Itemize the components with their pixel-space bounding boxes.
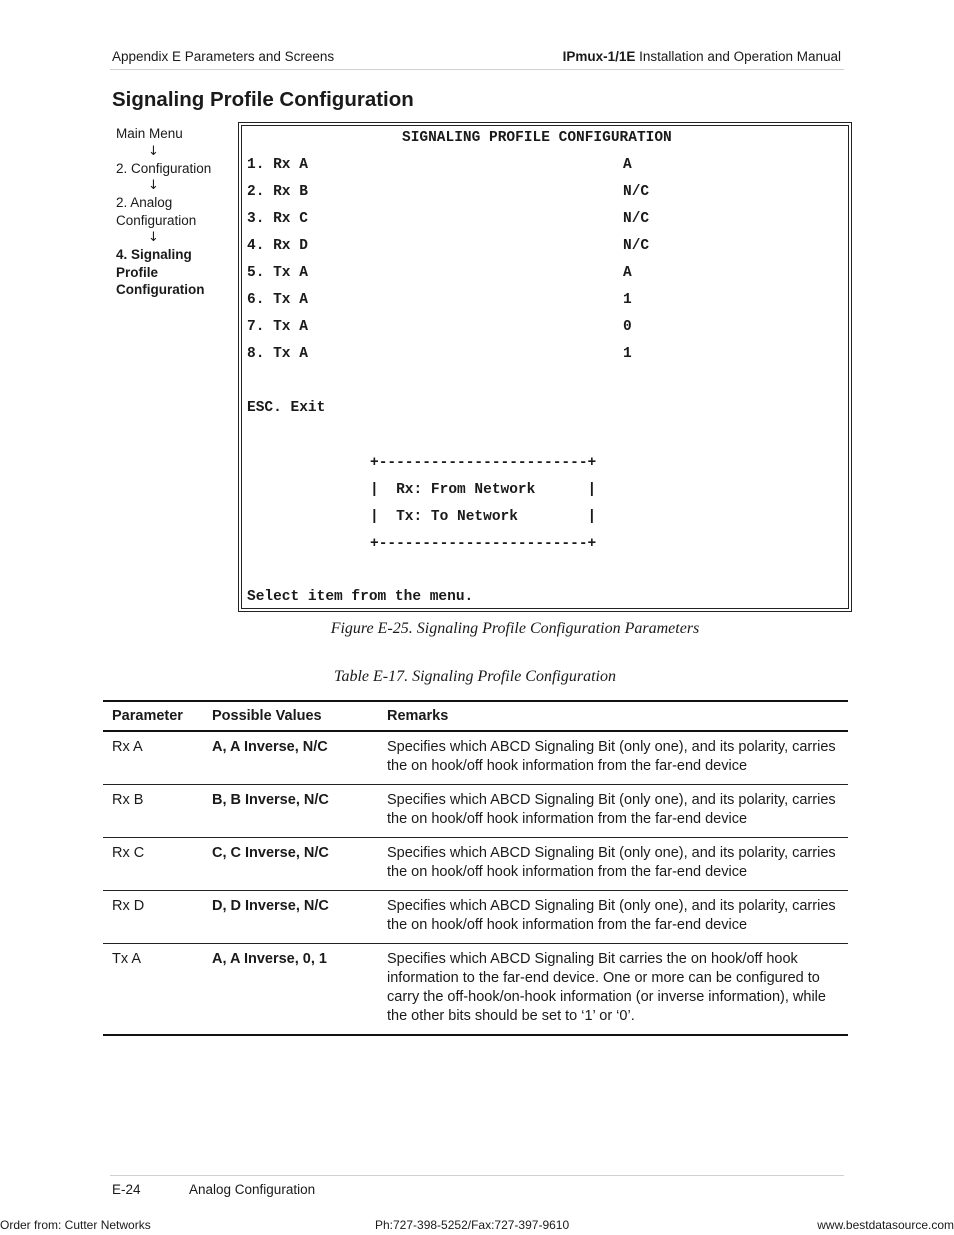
remarks-cell: Specifies which ABCD Signaling Bit (only one), and its polarity, carries the on hook/off hook information from the far-end device	[378, 731, 848, 785]
menu-item-value: N/C	[623, 211, 650, 227]
table-caption: Table E-17. Signaling Profile Configuration	[334, 668, 616, 685]
down-arrow-icon: ↓	[148, 143, 159, 159]
page-number: E-24	[112, 1182, 141, 1197]
menu-item-label: 5. Tx A	[247, 265, 308, 281]
esc-exit-option[interactable]: ESC. Exit	[247, 400, 326, 416]
menu-item-value: N/C	[623, 238, 650, 254]
column-header-possible-values: Possible Values	[203, 701, 378, 731]
table-row	[103, 785, 848, 838]
nav-configuration: 2. Configuration	[116, 160, 212, 176]
menu-item-label: 6. Tx A	[247, 292, 308, 308]
menu-item-label: 2. Rx B	[247, 184, 308, 200]
nav-current-line1: 4. Signaling	[116, 247, 192, 262]
website-url[interactable]: www.bestdatasource.com	[817, 1218, 954, 1232]
footer-divider	[110, 1175, 844, 1176]
menu-item-value: N/C	[623, 184, 650, 200]
parameter-cell: Rx A	[103, 731, 203, 785]
menu-item-label: 8. Tx A	[247, 346, 308, 362]
remarks-cell: Specifies which ABCD Signaling Bit (only one), and its polarity, carries the on hook/off hook information from the far-end device	[378, 891, 848, 944]
manual-title-rest: Installation and Operation Manual	[635, 49, 841, 64]
parameter-cell: Rx B	[103, 785, 203, 838]
footer-section-name: Analog Configuration	[189, 1182, 316, 1197]
legend-tx: | Tx: To Network |	[370, 509, 597, 525]
down-arrow-icon: ↓	[148, 230, 159, 245]
figure-caption: Figure E-25. Signaling Profile Configuration Parameters	[330, 620, 700, 637]
menu-item-label: 4. Rx D	[247, 238, 308, 254]
table-row	[103, 891, 848, 944]
menu-item-value: A	[623, 265, 632, 281]
column-header-remarks: Remarks	[378, 701, 848, 731]
remarks-cell: Specifies which ABCD Signaling Bit (only one), and its polarity, carries the on hook/off hook information from the far-end device	[378, 785, 848, 838]
possible-values-cell: B, B Inverse, N/C	[203, 785, 378, 838]
table-row	[103, 731, 848, 785]
contact-phone-fax: Ph:727-398-5252/Fax:727-397-9610	[375, 1218, 570, 1232]
table-row	[103, 944, 848, 1036]
nav-analog-configuration-line1: 2. Analog	[116, 195, 173, 210]
nav-analog-configuration-line2: Configuration	[116, 212, 197, 228]
legend-border-top: +------------------------+	[370, 455, 597, 471]
section-title: Signaling Profile Configuration	[112, 88, 414, 111]
menu-item-value: 0	[623, 319, 632, 335]
possible-values-cell: A, A Inverse, 0, 1	[203, 944, 378, 1036]
possible-values-cell: D, D Inverse, N/C	[203, 891, 378, 944]
possible-values-cell: A, A Inverse, N/C	[203, 731, 378, 785]
menu-item-label: 7. Tx A	[247, 319, 308, 335]
nav-current-line2: Profile	[116, 264, 159, 280]
legend-border-bottom: +------------------------+	[370, 536, 597, 552]
menu-path	[116, 125, 234, 299]
parameter-cell: Rx C	[103, 838, 203, 891]
nav-current-line3: Configuration	[116, 282, 205, 297]
screen-prompt: Select item from the menu.	[247, 589, 474, 605]
running-header-right	[563, 49, 841, 64]
menu-item-value: 1	[623, 346, 632, 362]
order-info: Order from: Cutter Networks	[0, 1218, 151, 1232]
table-header-row	[103, 701, 848, 731]
down-arrow-icon: ↓	[148, 178, 159, 193]
nav-main-menu: Main Menu	[116, 126, 183, 141]
possible-values-cell: C, C Inverse, N/C	[203, 838, 378, 891]
menu-item-value: A	[623, 157, 632, 173]
terminal-screen	[238, 122, 852, 612]
menu-item-value: 1	[623, 292, 632, 308]
header-divider	[110, 69, 844, 70]
parameter-cell: Tx A	[103, 944, 203, 1036]
parameters-table	[103, 700, 848, 1036]
running-header-left: Appendix E Parameters and Screens	[112, 49, 335, 64]
table-row	[103, 838, 848, 891]
menu-item-label: 1. Rx A	[247, 157, 308, 173]
manual-product-name: IPmux-1/1E	[562, 49, 636, 64]
screen-title: SIGNALING PROFILE CONFIGURATION	[402, 130, 672, 146]
column-header-parameter: Parameter	[103, 701, 203, 731]
legend-rx: | Rx: From Network |	[370, 482, 597, 498]
remarks-cell: Specifies which ABCD Signaling Bit carries the on hook/off hook information to the far-end device. One or more can be configured to carry the off-hook/on-hook information (or inverse information), while the other bits should be set to ‘1’ or ‘0’.	[378, 944, 848, 1036]
parameter-cell: Rx D	[103, 891, 203, 944]
remarks-cell: Specifies which ABCD Signaling Bit (only one), and its polarity, carries the on hook/off hook information from the far-end device	[378, 838, 848, 891]
menu-item-label: 3. Rx C	[247, 211, 308, 227]
